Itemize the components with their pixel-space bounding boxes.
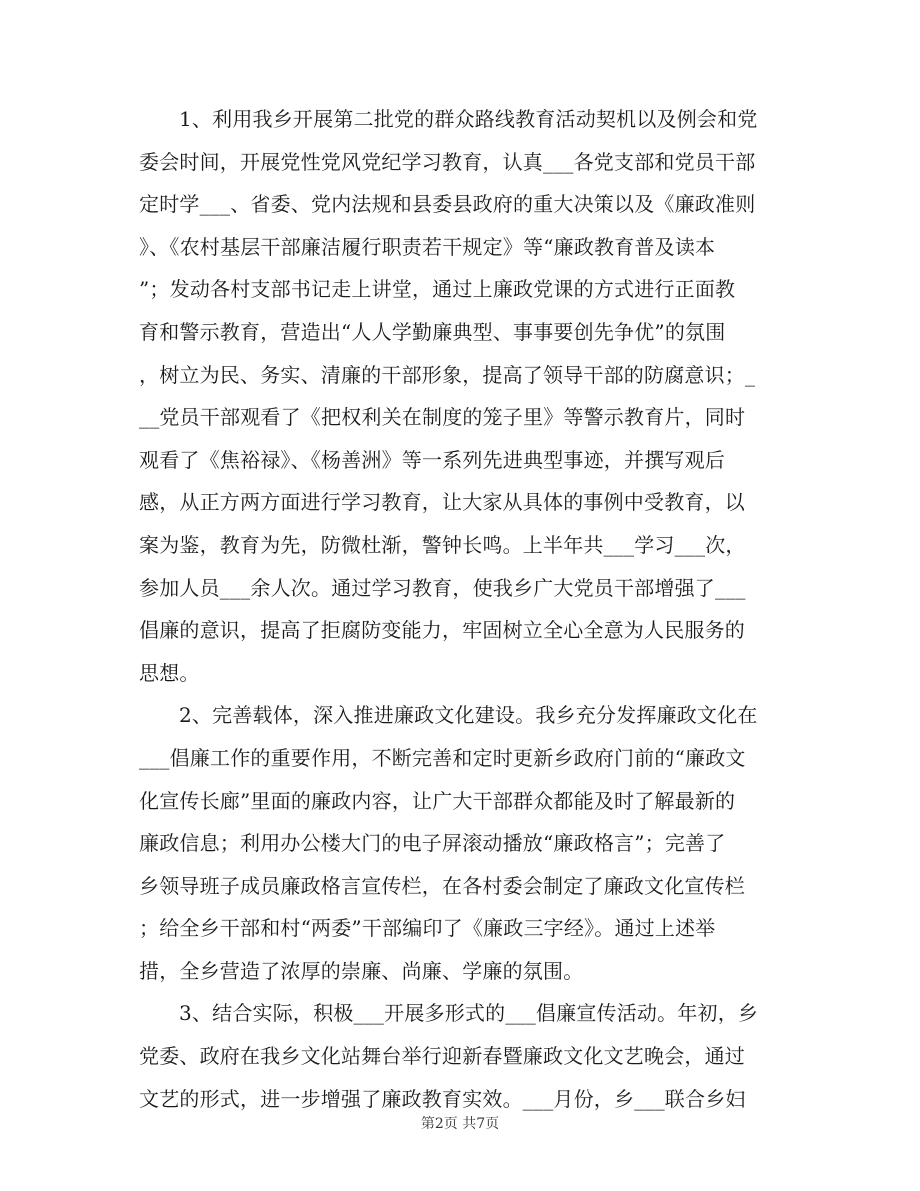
text-line: ，树立为民、务实、清廉的干部形象，提高了领导干部的防腐意识；_ xyxy=(139,362,756,387)
text-line: 2、完善载体，深入推进廉政文化建设。我乡充分发挥廉政文化在 xyxy=(179,703,758,728)
text-line: 措，全乡营造了浓厚的崇廉、尚廉、学廉的氛围。 xyxy=(139,958,584,983)
text-line: 定时学___、省委、党内法规和县委县政府的重大决策以及《廉政准则 xyxy=(139,192,756,217)
text-line: 倡廉的意识，提高了拒腐防变能力，牢固树立全心全意为人民服务的 xyxy=(139,618,745,643)
text-line: 1、利用我乡开展第二批党的群众路线教育活动契机以及例会和党 xyxy=(179,107,758,131)
text-line: 参加人员___余人次。通过学习教育，使我乡广大党员干部增强了___ xyxy=(139,575,746,600)
text-line: ；给全乡干部和村“两委”干部编印了《廉政三字经》。通过上述举 xyxy=(139,916,716,941)
paragraph-2 xyxy=(139,694,779,992)
text-line: ”；发动各村支部书记走上讲堂，通过上廉政党课的方式进行正面教 xyxy=(139,277,736,302)
text-line: ___倡廉工作的重要作用，不断完善和定时更新乡政府门前的“廉政文 xyxy=(139,745,746,770)
paragraph-1 xyxy=(139,98,779,694)
text-line: 感，从正方两方面进行学习教育，让大家从具体的事例中受教育，以 xyxy=(139,490,745,515)
text-line: 文艺的形式，进一步增强了廉政教育实效。___月份，乡___联合乡妇 xyxy=(139,1086,746,1111)
text-line: 育和警示教育，营造出“人人学勤廉典型、事事要创先争优”的氛围 xyxy=(139,319,726,344)
text-line: 廉政信息；利用办公楼大门的电子屏滚动播放“廉政格言”；完善了 xyxy=(139,831,726,856)
text-line: 委会时间，开展党性党风党纪学习教育，认真___各党支部和党员干部 xyxy=(139,149,756,174)
text-line: 党委、政府在我乡文化站舞台举行迎新春暨廉政文化文艺晚会，通过 xyxy=(139,1044,745,1069)
document-body xyxy=(139,98,779,1120)
text-line: 案为鉴，教育为先，防微杜渐，警钟长鸣。上半年共___学习___次， xyxy=(139,532,746,557)
text-line: 3、结合实际，积极___开展多形式的___倡廉宣传活动。年初，乡 xyxy=(179,1001,759,1026)
text-line: __党员干部观看了《把权利关在制度的笼子里》等警示教育片，同时 xyxy=(139,405,746,430)
text-line: 乡领导班子成员廉政格言宣传栏，在各村委会制定了廉政文化宣传栏 xyxy=(139,873,745,898)
text-line: 思想。 xyxy=(139,660,200,685)
text-line: 观看了《焦裕禄》、《杨善洲》等一系列先进典型事迹，并撰写观后 xyxy=(139,447,725,472)
text-line: 化宣传长廊”里面的廉政内容，让广大干部群众都能及时了解最新的 xyxy=(139,788,736,813)
paragraph-3 xyxy=(139,992,779,1120)
page-number-footer: 第2页 共7页 xyxy=(420,1116,500,1132)
text-line: 》、《农村基层干部廉洁履行职责若干规定》等“廉政教育普及读本 xyxy=(139,234,716,259)
